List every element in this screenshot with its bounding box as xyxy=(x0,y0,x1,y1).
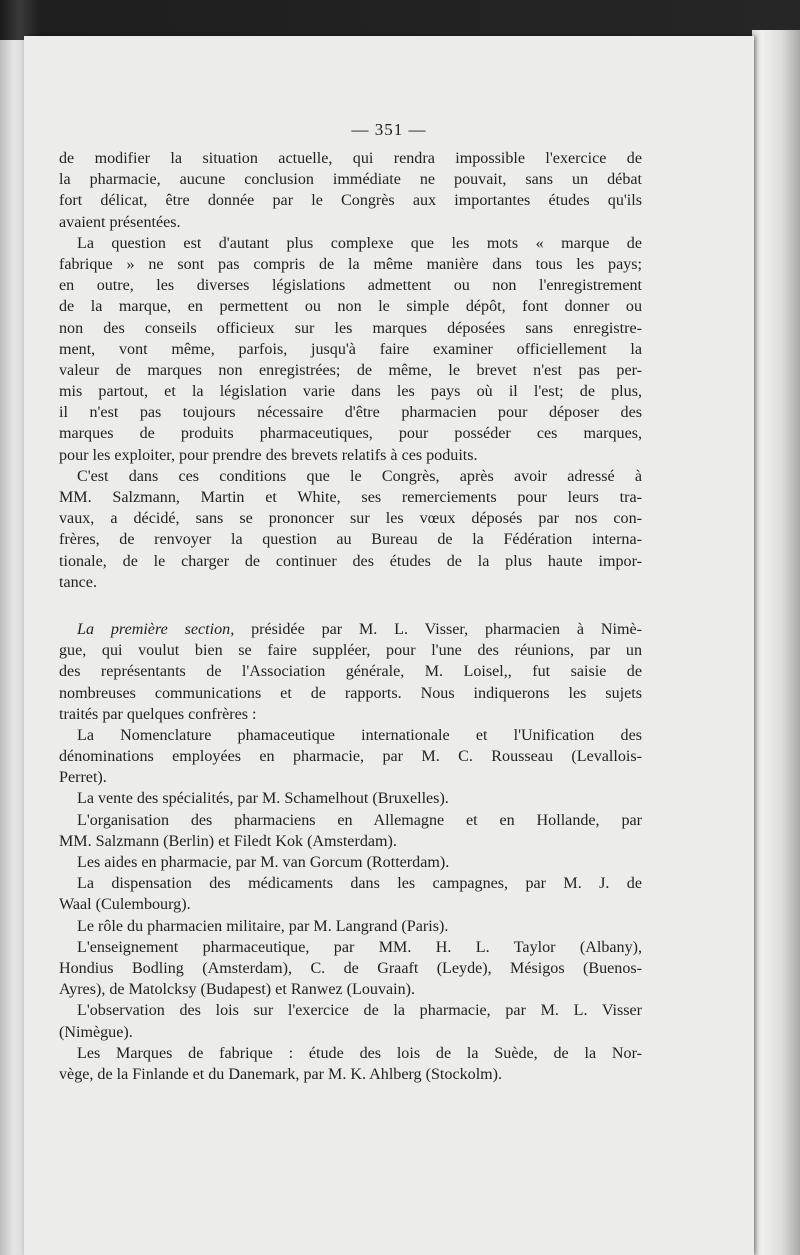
text-line xyxy=(59,619,642,640)
text-line: Hondius Bodling (Amsterdam), C. de Graaft (Leyde), Mésigos (Buenos- xyxy=(59,959,642,977)
text-line: ment, vont même, parfois, jusqu'à faire examiner officiellement la xyxy=(59,340,642,358)
text-line: fabrique » ne sont pas compris de la même manière dans tous les pays; xyxy=(59,255,642,273)
text-line: non des conseils officieux sur les marques déposées sans enregistre- xyxy=(59,319,642,337)
text-line: La dispensation des médicaments dans les campagnes, par M. J. de xyxy=(77,875,642,893)
text-line: avaient présentées. xyxy=(59,213,181,231)
text-line: L'observation des lois sur l'exercice de la pharmacie, par M. L. Visser xyxy=(77,1002,642,1020)
page-number: — 351 — xyxy=(351,120,427,139)
section-gap xyxy=(59,593,642,619)
text-line: frères, de renvoyer la question au Bureau de la Fédération interna- xyxy=(59,531,642,549)
text-line: de modifier la situation actuelle, qui rendra impossible l'exercice de xyxy=(59,150,642,167)
text-line: vaux, a décidé, sans se prononcer sur les vœux déposés par nos con- xyxy=(59,510,642,528)
body-text xyxy=(59,148,642,1085)
text-line: traités par quelques confrères : xyxy=(59,705,257,723)
text-line: L'organisation des pharmaciens en Allemagne et en Hollande, par xyxy=(77,811,642,829)
text-line: La Nomenclature phamaceutique internationale et l'Unification des xyxy=(77,726,642,744)
document-page xyxy=(24,36,754,1255)
section-heading: La première section, xyxy=(77,620,235,638)
text-line: valeur de marques non enregistrées; de même, le brevet n'est pas per- xyxy=(59,361,642,379)
text-line: Ayres), de Matolcksy (Budapest) et Ranwez (Louvain). xyxy=(59,981,416,999)
text-line: (Nimègue). xyxy=(59,1023,133,1041)
text-line: dénominations employées en pharmacie, par M. C. Rousseau (Levallois- xyxy=(59,748,642,766)
text-line: mis partout, et la législation varie dans les pays où il l'est; de plus, xyxy=(59,383,642,401)
text-line: fort délicat, être donnée par le Congrès aux importantes études qu'ils xyxy=(59,192,642,210)
text-line: des représentants de l'Association générale, M. Loisel,, fut saisie de xyxy=(59,663,642,681)
text-line: gue, qui voulut bien se faire suppléer, pour l'une des réunions, par un xyxy=(59,642,642,660)
text-line: Perret). xyxy=(59,769,107,787)
text-line: Les aides en pharmacie, par M. van Gorcum (Rotterdam). xyxy=(77,854,450,871)
text-line: Waal (Culembourg). xyxy=(59,896,191,914)
text-line-rest: présidée par M. L. Visser, pharmacien à Nimè- xyxy=(234,620,643,638)
text-line: La question est d'autant plus complexe que les mots « marque de xyxy=(77,234,642,252)
text-line: Les Marques de fabrique : étude des lois de la Suède, de la Nor- xyxy=(77,1044,642,1062)
text-line: nombreuses communications et de rapports. Nous indiquerons les sujets xyxy=(59,684,642,702)
text-line: Le rôle du pharmacien militaire, par M. Langrand (Paris). xyxy=(77,917,449,935)
text-line: C'est dans ces conditions que le Congrès, après avoir adressé à xyxy=(77,467,642,485)
text-line: il n'est pas toujours nécessaire d'être pharmacien pour déposer des xyxy=(59,404,642,422)
text-line: de la marque, en permettent ou non le simple dépôt, font donner ou xyxy=(59,298,642,316)
text-line: vège, de la Finlande et du Danemark, par M. K. Ahlberg (Stockolm). xyxy=(59,1065,503,1083)
text-line: MM. Salzmann (Berlin) et Filedt Kok (Amsterdam). xyxy=(59,832,397,850)
page-stack-edge xyxy=(752,30,800,1255)
text-line: marques de produits pharmaceutiques, pour posséder ces marques, xyxy=(59,425,642,443)
text-line: MM. Salzmann, Martin et White, ses remerciements pour leurs tra- xyxy=(59,489,642,506)
text-line: tionale, de le charger de continuer des études de la plus haute impor- xyxy=(59,552,642,570)
text-line: en outre, les diverses législations admettent ou non l'enregistrement xyxy=(59,277,642,295)
text-line: tance. xyxy=(59,573,97,591)
text-line: pour les exploiter, pour prendre des brevets relatifs à ces poduits. xyxy=(59,446,478,464)
text-line: la pharmacie, aucune conclusion immédiate ne pouvait, sans un débat xyxy=(59,171,642,189)
text-line: L'enseignement pharmaceutique, par MM. H. L. Taylor (Albany), xyxy=(77,938,642,956)
text-line: La vente des spécialités, par M. Schamelhout (Bruxelles). xyxy=(77,790,449,808)
